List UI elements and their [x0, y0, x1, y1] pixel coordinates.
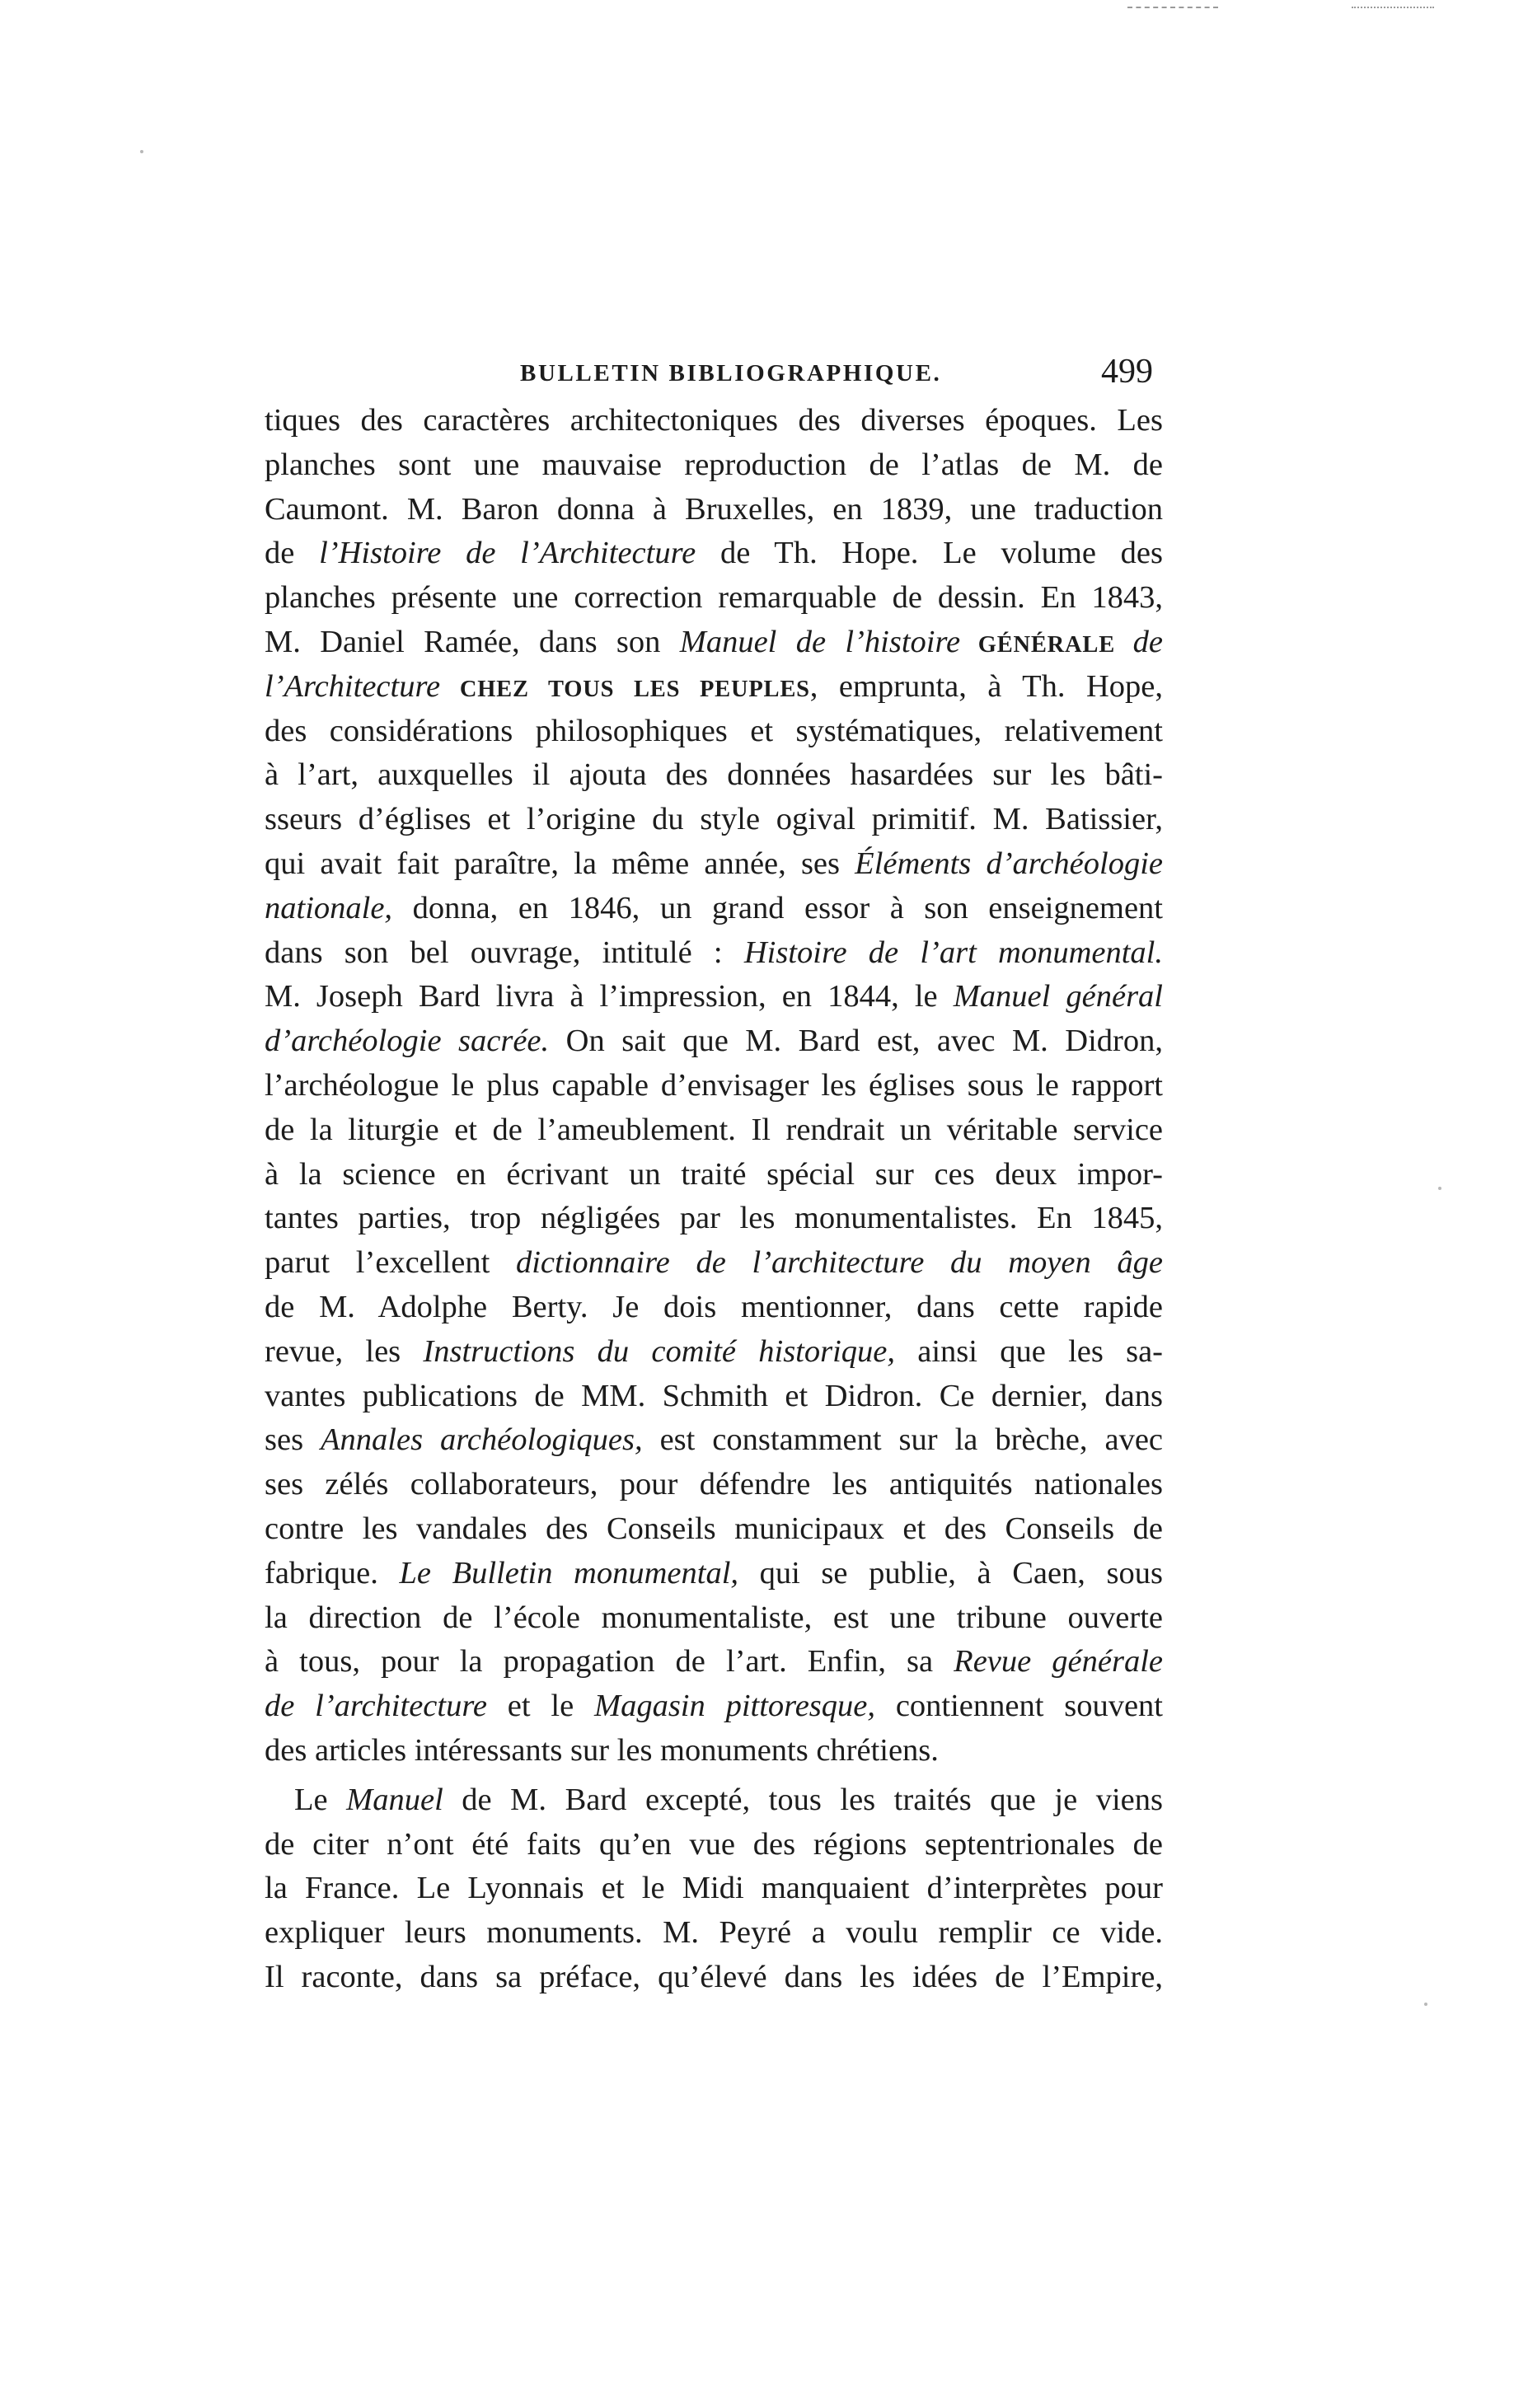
- text-line: de M. Adolphe Berty. Je dois mentionner, dans cette rapide: [265, 1289, 1163, 1324]
- text-line: dans son bel ouvrage, intitulé : Histoire de l’art monumental.: [265, 935, 1163, 970]
- book-title: Éléments d’archéologie: [855, 846, 1163, 881]
- book-title: dictionnaire de l’architecture du moyen âge: [515, 1245, 1163, 1281]
- top-edge-dots: [1352, 7, 1434, 8]
- body-text: [265, 399, 1163, 2000]
- book-title: de l’architecture: [265, 1689, 487, 1724]
- text-line: M. Joseph Bard livra à l’impression, en 1844, le Manuel général: [265, 979, 1163, 1014]
- text-line: planches présente une correction remarquable de dessin. En 1843,: [265, 580, 1163, 616]
- book-title: Manuel de l’histoire: [679, 624, 961, 659]
- running-title: BULLETIN BIBLIOGRAPHIQUE.: [520, 360, 942, 386]
- text-line: M. Daniel Ramée, dans son Manuel de l’histoire GÉNÉRALE de: [265, 624, 1163, 659]
- text-line: revue, les Instructions du comité historique, ainsi que les sa-: [265, 1333, 1163, 1369]
- book-title: Instructions du comité historique,: [423, 1333, 896, 1369]
- text-line: des considérations philosophiques et systématiques, relativement: [265, 713, 1163, 748]
- page-speck: [1424, 2003, 1427, 2006]
- book-title: d’archéologie sacrée.: [265, 1024, 550, 1059]
- text-line: qui avait fait paraître, la même année, ses Éléments d’archéologie: [265, 846, 1163, 881]
- book-title: Manuel: [346, 1782, 443, 1817]
- text-line: ses zélés collaborateurs, pour défendre les antiquités nationales: [265, 1467, 1163, 1502]
- text-line: de citer n’ont été faits qu’en vue des régions septentrionales de: [265, 1826, 1163, 1862]
- text-line: Il raconte, dans sa préface, qu’élevé dans les idées de l’Empire,: [265, 1959, 1163, 1994]
- text-line: parut l’excellent dictionnaire de l’architecture du moyen âge: [265, 1245, 1163, 1281]
- top-edge-rule: [1127, 7, 1218, 8]
- text-line: l’archéologue le plus capable d’envisager les églises sous le rapport: [265, 1067, 1163, 1103]
- text-line: à l’art, auxquelles il ajouta des données hasardées sur les bâti-: [265, 757, 1163, 793]
- text-line: Caumont. M. Baron donna à Bruxelles, en 1839, une traduction: [265, 491, 1163, 527]
- text-line: tantes parties, trop négligées par les monumentalistes. En 1845,: [265, 1201, 1163, 1236]
- text-line: d’archéologie sacrée. On sait que M. Bard est, avec M. Didron,: [265, 1024, 1163, 1059]
- book-title: Le Bulletin monumental,: [399, 1555, 739, 1590]
- text-line: contre les vandales des Conseils municipaux et des Conseils de: [265, 1511, 1163, 1546]
- text-line: l’Architecture CHEZ TOUS LES PEUPLES, emprunta, à Th. Hope,: [265, 668, 1163, 704]
- text-line: expliquer leurs monuments. M. Peyré a voulu remplir ce vide.: [265, 1915, 1163, 1951]
- text-line: fabrique. Le Bulletin monumental, qui se publie, à Caen, sous: [265, 1555, 1163, 1590]
- text-line: de l’Histoire de l’Architecture de Th. Hope. Le volume des: [265, 536, 1163, 571]
- running-header: [265, 350, 1163, 396]
- book-title: Manuel général: [953, 979, 1163, 1014]
- text-line: de l’architecture et le Magasin pittoresque, contiennent souvent: [265, 1689, 1163, 1724]
- book-title: nationale,: [265, 890, 393, 925]
- text-line: la direction de l’école monumentaliste, est une tribune ouverte: [265, 1600, 1163, 1635]
- page-speck: [140, 150, 143, 153]
- text-line: à tous, pour la propagation de l’art. Enfin, sa Revue générale: [265, 1644, 1163, 1680]
- book-title: Histoire de l’art monumental.: [743, 935, 1163, 970]
- text-line: tiques des caractères architectoniques des diverses époques. Les: [265, 403, 1163, 438]
- book-title: Annales archéologiques,: [321, 1422, 643, 1458]
- text-line: ses Annales archéologiques, est constamment sur la brèche, avec: [265, 1422, 1163, 1458]
- text-line: vantes publications de MM. Schmith et Didron. Ce dernier, dans: [265, 1378, 1163, 1413]
- text-line: Le Manuel de M. Bard excepté, tous les traités que je viens: [294, 1782, 1163, 1817]
- text-line: nationale, donna, en 1846, un grand essor à son enseignement: [265, 890, 1163, 925]
- text-line: des articles intéressants sur les monuments chrétiens.: [265, 1732, 939, 1768]
- book-title: Magasin pittoresque,: [594, 1689, 875, 1724]
- text-line: planches sont une mauvaise reproduction de l’atlas de M. de: [265, 447, 1163, 482]
- text-line: de la liturgie et de l’ameublement. Il rendrait un véritable service: [265, 1112, 1163, 1147]
- book-title: l’Histoire de l’Architecture: [319, 536, 696, 571]
- page-speck: [1438, 1187, 1441, 1190]
- page-number: 499: [1101, 353, 1153, 391]
- book-title: l’Architecture: [265, 668, 441, 704]
- text-line: à la science en écrivant un traité spécial sur ces deux impor-: [265, 1156, 1163, 1192]
- book-title: Revue générale: [954, 1644, 1163, 1680]
- text-line: sseurs d’églises et l’origine du style ogival primitif. M. Batissier,: [265, 802, 1163, 837]
- text-line: la France. Le Lyonnais et le Midi manquaient d’interprètes pour: [265, 1871, 1163, 1906]
